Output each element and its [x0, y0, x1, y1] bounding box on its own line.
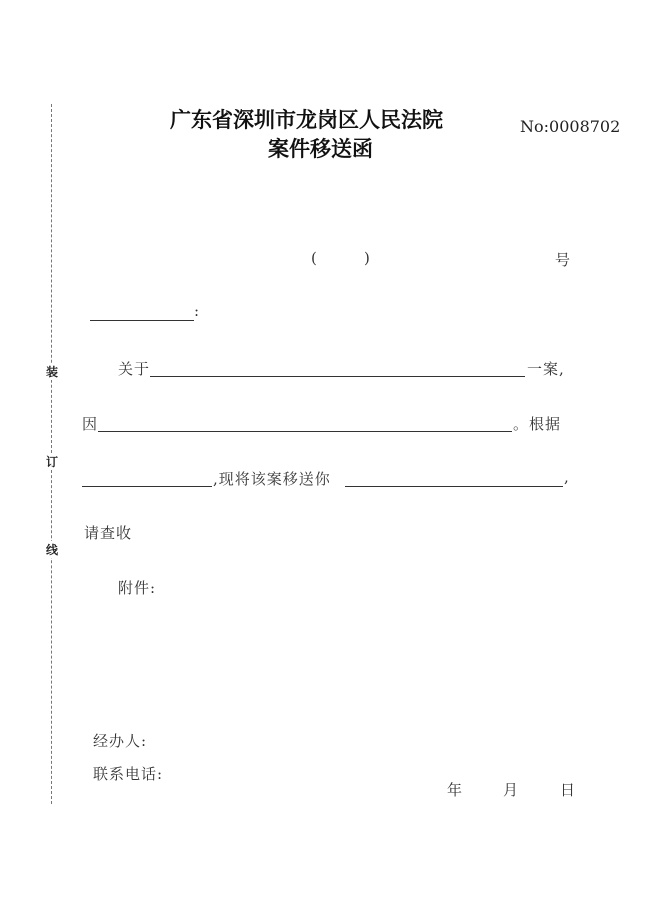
binding-char-zhuang: 装 — [45, 365, 58, 379]
date-year: 年 — [447, 781, 464, 799]
reason-prefix: 因 — [82, 415, 99, 433]
reason-blank[interactable] — [98, 431, 512, 432]
recipient-blank[interactable] — [345, 486, 563, 487]
doc-number-open-paren: ( — [311, 249, 318, 267]
doc-number-suffix: 号 — [555, 251, 572, 269]
document-title: 案件移送函 — [268, 137, 373, 161]
date-month: 月 — [503, 781, 520, 799]
binding-char-ding: 订 — [45, 455, 58, 469]
transfer-suffix: , — [564, 468, 570, 486]
about-prefix: 关于 — [118, 360, 151, 378]
date-day: 日 — [560, 781, 577, 799]
serial-number: No:0008702 — [520, 117, 621, 136]
binding-char-xian: 线 — [45, 543, 58, 557]
addressee-colon: : — [194, 302, 201, 320]
legal-basis-blank[interactable] — [82, 486, 212, 487]
please-check: 请查收 — [84, 524, 133, 542]
addressee-blank[interactable] — [90, 320, 194, 321]
about-suffix: 一案, — [527, 360, 565, 378]
doc-number-close-paren: ) — [364, 249, 371, 267]
reason-suffix: 。根据 — [513, 415, 562, 433]
transfer-middle: ,现将该案移送你 — [213, 470, 331, 488]
court-title: 广东省深圳市龙岗区人民法院 — [170, 108, 443, 132]
case-name-blank[interactable] — [150, 376, 525, 377]
phone-label: 联系电话: — [93, 765, 164, 783]
attachment-label: 附件: — [118, 579, 157, 597]
handler-label: 经办人: — [93, 732, 148, 750]
